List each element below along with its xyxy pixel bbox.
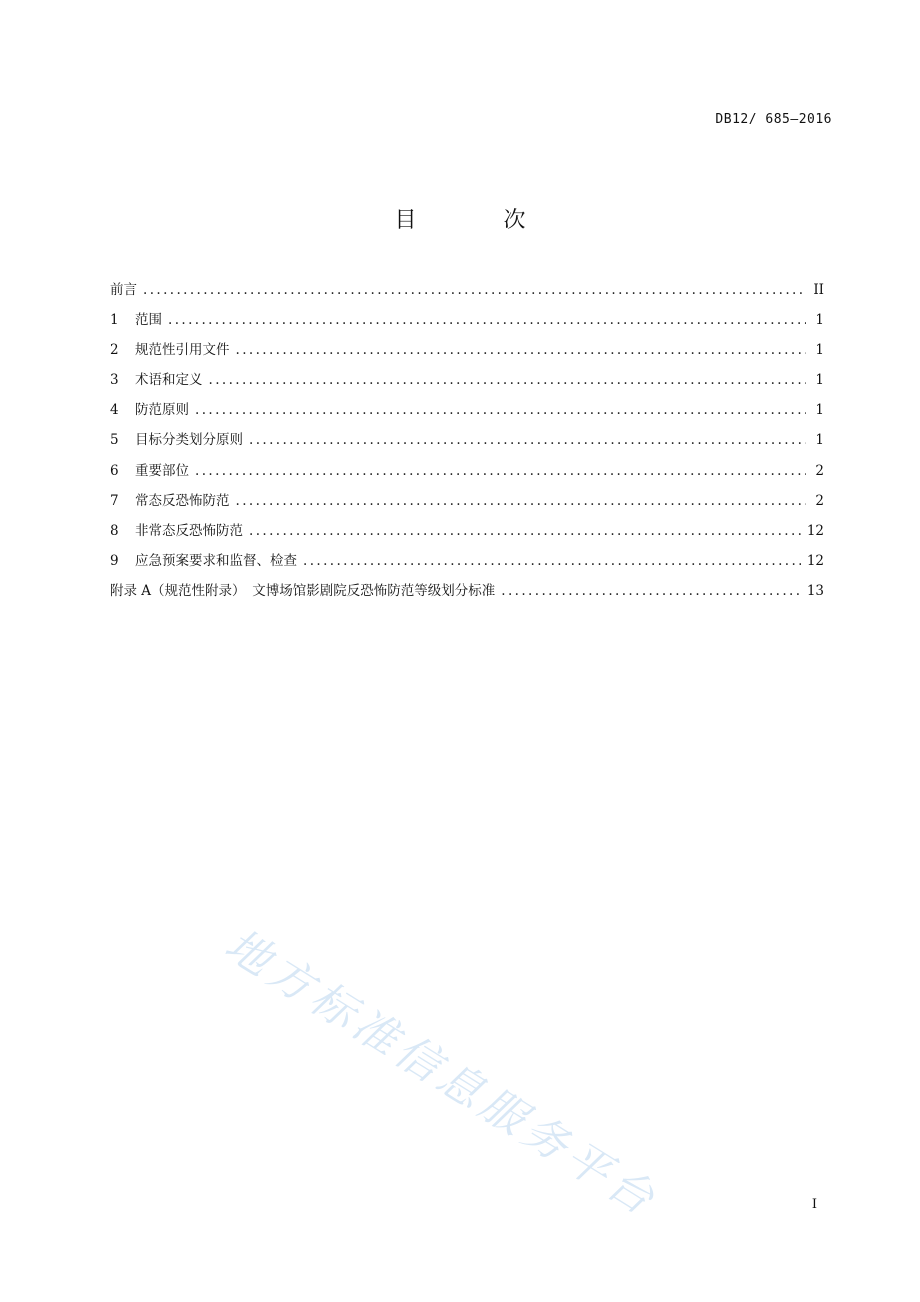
toc-entry-page: 1: [815, 372, 824, 389]
toc-entry-label: 应急预案要求和监督、检查: [135, 552, 297, 569]
toc-leader-dots: [195, 463, 806, 479]
toc-entry-7[interactable]: [110, 489, 824, 519]
toc-entry-page: II: [813, 282, 824, 298]
toc-entry-label: 附录 A（规范性附录） 文博场馆影剧院反恐怖防范等级划分标准: [110, 582, 496, 599]
toc-entry-number: 3: [110, 372, 119, 389]
toc-entry-label: 范围: [135, 312, 162, 329]
toc-entry-1[interactable]: [110, 308, 824, 338]
toc-entry-9[interactable]: [110, 549, 824, 579]
toc-entry-5[interactable]: [110, 428, 824, 458]
toc-entry-page: 2: [815, 462, 824, 479]
toc-leader-dots: [236, 493, 807, 509]
toc-leader-dots: [501, 583, 801, 599]
toc-leader-dots: [303, 553, 801, 569]
toc-entry-page: 13: [806, 582, 824, 599]
toc-entry-number: 7: [110, 492, 119, 509]
toc-entry-4[interactable]: [110, 398, 824, 428]
toc-entry-number: 6: [110, 462, 119, 479]
standard-code: DB12/ 685—2016: [715, 112, 832, 127]
toc-leader-dots: [143, 282, 806, 298]
toc-leader-dots: [168, 312, 806, 328]
toc-entry-6[interactable]: [110, 459, 824, 489]
toc-entry-page: 1: [815, 432, 824, 449]
toc-entry-label: 非常态反恐怖防范: [135, 522, 243, 539]
toc-entry-3[interactable]: [110, 368, 824, 398]
watermark: 地方标准信息服务平台: [216, 919, 668, 1228]
toc-leader-dots: [209, 372, 807, 388]
toc-leader-dots: [249, 432, 806, 448]
toc-entry-label: 目标分类划分原则: [135, 432, 243, 449]
toc-entry-page: 12: [806, 552, 824, 569]
toc-entry-foreword[interactable]: [110, 278, 824, 308]
toc-entry-page: 1: [815, 402, 824, 419]
toc-entry-number: 2: [110, 342, 119, 359]
toc-leader-dots: [236, 342, 807, 358]
toc-entry-page: 1: [815, 312, 824, 329]
toc-entry-label: 术语和定义: [135, 372, 203, 389]
toc-entry-2[interactable]: [110, 338, 824, 368]
toc-entry-label: 规范性引用文件: [135, 342, 230, 359]
toc-entry-number: 9: [110, 552, 119, 569]
toc-entry-number: 8: [110, 522, 119, 539]
toc-entry-number: 4: [110, 402, 119, 419]
toc-entry-label: 前言: [110, 282, 137, 298]
toc-leader-dots: [195, 402, 806, 418]
toc-entry-appendix-a[interactable]: [110, 579, 824, 609]
page-title: 目 次: [394, 208, 566, 233]
toc-leader-dots: [249, 523, 801, 539]
table-of-contents: [110, 278, 824, 609]
toc-entry-label: 防范原则: [135, 402, 189, 419]
toc-entry-number: 5: [110, 432, 119, 449]
page-number: I: [811, 1197, 817, 1212]
toc-entry-8[interactable]: [110, 519, 824, 549]
toc-entry-label: 重要部位: [135, 462, 189, 479]
toc-entry-page: 12: [806, 522, 824, 539]
toc-entry-page: 2: [815, 492, 824, 509]
toc-entry-number: 1: [110, 312, 119, 329]
toc-entry-label: 常态反恐怖防范: [135, 492, 230, 509]
toc-entry-page: 1: [815, 342, 824, 359]
